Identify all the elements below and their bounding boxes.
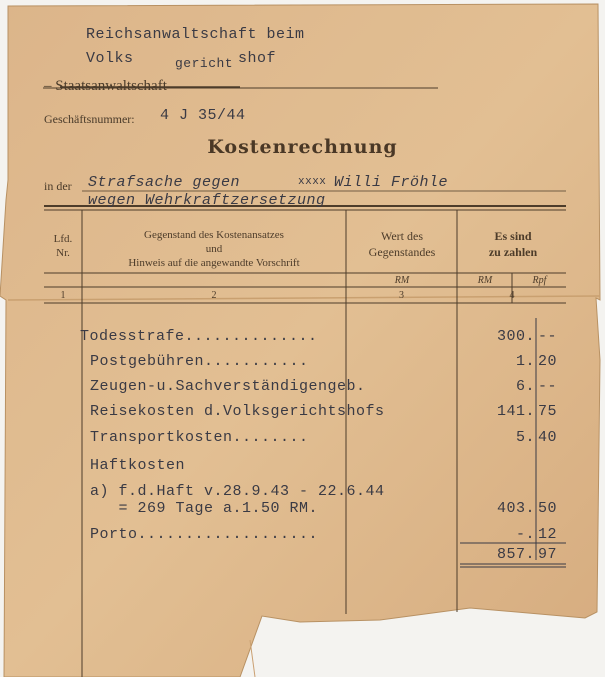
defendant-name: Willi Fröhle <box>334 174 449 191</box>
item-rpf: 20 <box>538 353 558 370</box>
column-number: 3 <box>399 290 404 301</box>
authority-line-2: Volks <box>86 50 134 67</box>
item-desc: Haftkosten <box>90 457 186 474</box>
document-title: Kostenrechnung <box>207 136 398 158</box>
item-rm: 300. <box>496 328 535 345</box>
item-rm: -. <box>515 526 535 543</box>
struck-text: xxxx <box>298 176 327 188</box>
struck-staatsanwaltschaft: – Staatsanwaltschaft <box>44 78 167 94</box>
case-label: Geschäftsnummer: <box>44 112 135 126</box>
column-number: 1 <box>60 290 66 301</box>
column-number: 2 <box>211 290 217 301</box>
authority-line-1: Reichsanwaltschaft beim <box>86 26 305 43</box>
item-desc: Porto................... <box>90 526 319 543</box>
item-rpf: 12 <box>538 526 558 543</box>
item-rpf: 50 <box>538 500 558 517</box>
item-desc: a) f.d.Haft v.28.9.43 - 22.6.44 <box>90 483 385 500</box>
unit-rm-wert: RM <box>394 275 410 286</box>
header-gegenstand: Gegenstand des Kostenansatzes und Hinweis auf die angewandte Vorschrift <box>128 229 300 269</box>
total-rm: 857. <box>496 546 535 563</box>
item-rm: 141. <box>496 403 535 420</box>
matter-text: Strafsache gegen <box>88 174 241 191</box>
item-desc: Postgebühren........... <box>90 353 309 370</box>
item-desc: Todesstrafe.............. <box>80 328 318 345</box>
header-lfd-nr: Lfd. Nr. <box>53 233 73 259</box>
item-rpf: 40 <box>538 429 558 446</box>
column-number: 4 <box>509 290 515 301</box>
item-desc: Zeugen-u.Sachverständigengeb. <box>90 378 366 395</box>
item-desc: Transportkosten........ <box>90 429 309 446</box>
item-rm: 5. <box>515 429 535 446</box>
unit-rpf: Rpf <box>532 275 547 286</box>
item-desc: Reisekosten d.Volksgerichtshofs <box>90 403 385 420</box>
header-wert: Wert des Gegenstandes <box>368 229 436 259</box>
authority-line-2c: shof <box>238 50 277 67</box>
matter-prefix: in der <box>44 179 72 193</box>
header-zu-zahlen: Es sind zu zahlen <box>488 229 538 259</box>
authority-line-2b: gericht <box>175 56 234 71</box>
item-rm: 403. <box>496 500 535 517</box>
item-rpf: -- <box>538 378 558 395</box>
item-desc: = 269 Tage a.1.50 RM. <box>90 500 319 517</box>
total-rpf: 97 <box>538 546 558 563</box>
case-number: 4 J 35/44 <box>160 107 246 124</box>
item-rm: 1. <box>515 353 535 370</box>
item-rm: 6. <box>515 378 535 395</box>
item-rpf: -- <box>538 328 558 345</box>
item-rpf: 75 <box>538 403 558 420</box>
charge-text: wegen Wehrkraftzersetzung <box>88 192 326 209</box>
unit-rm: RM <box>477 275 493 286</box>
